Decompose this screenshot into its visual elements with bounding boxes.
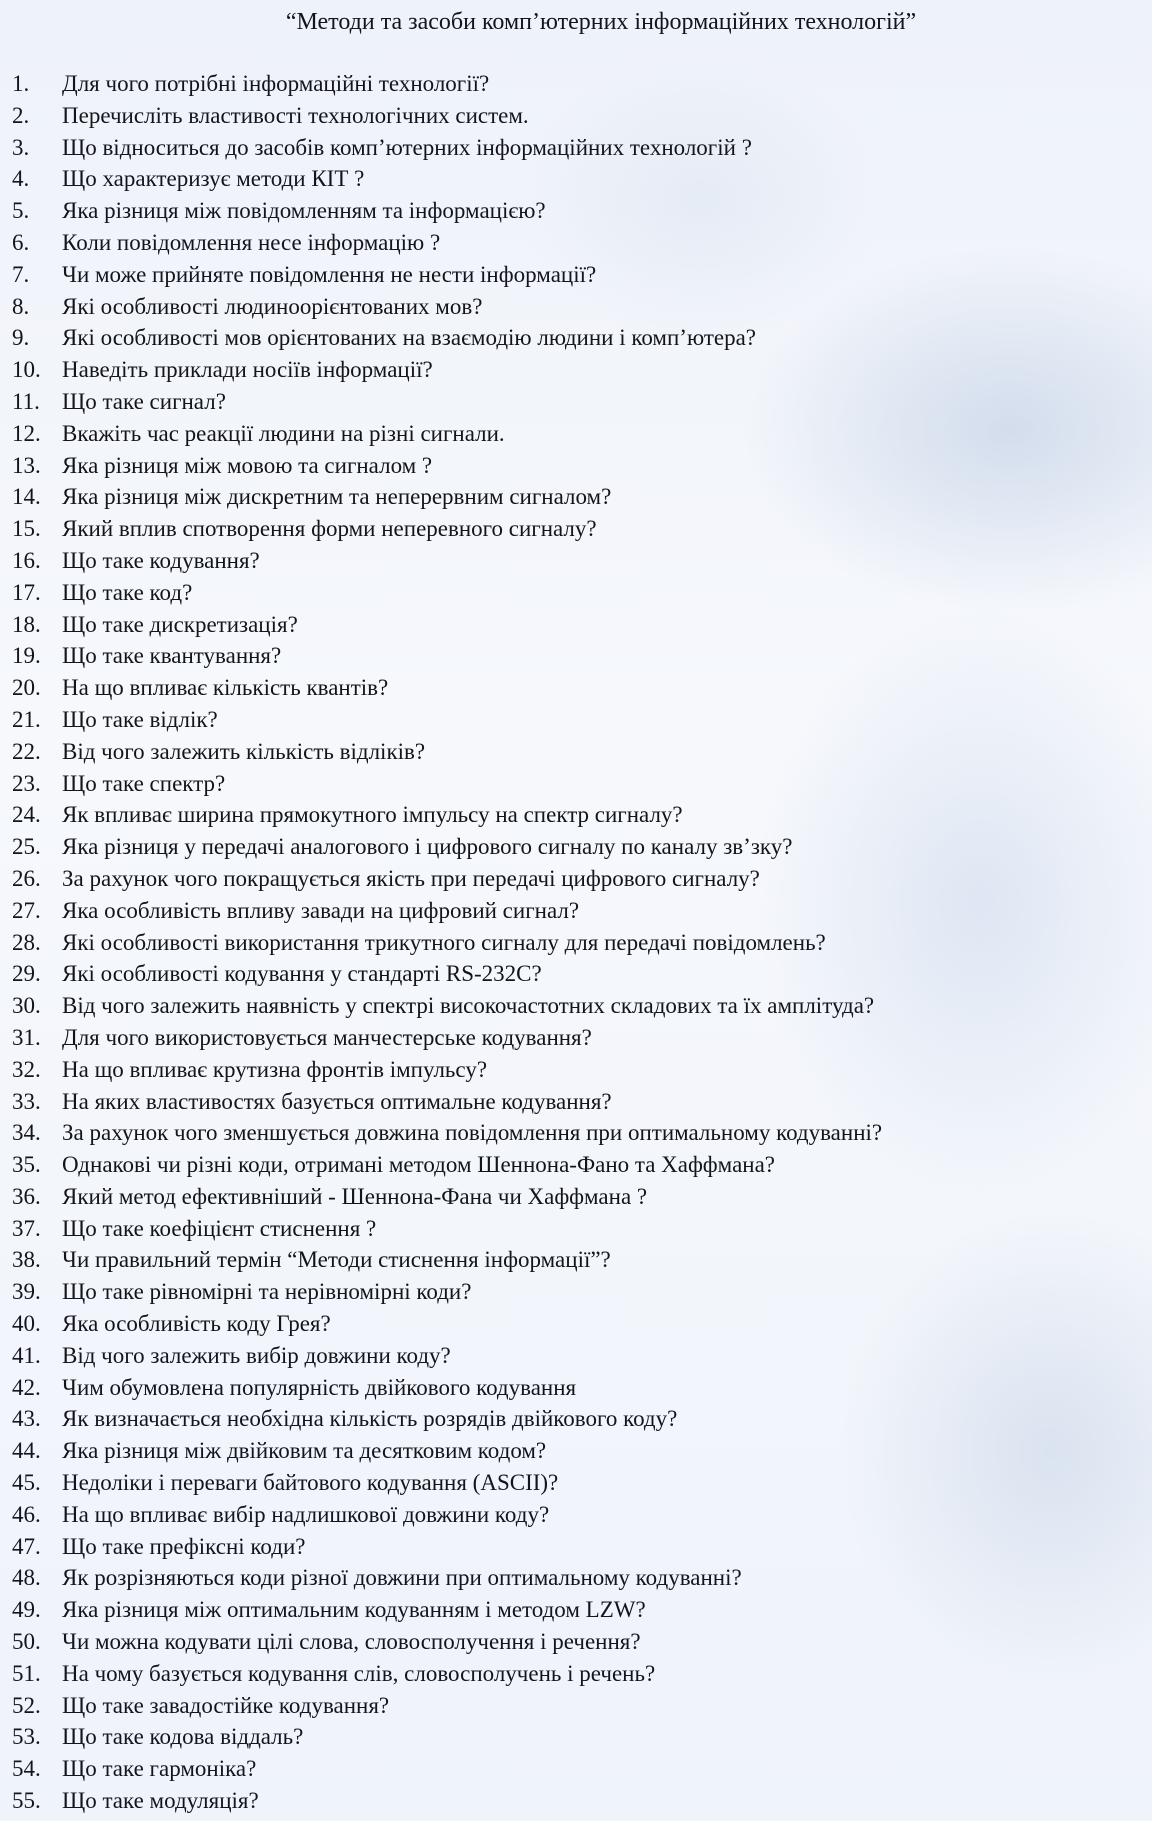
question-number: 23. <box>12 770 41 796</box>
question-text: Що таке сигнал? <box>62 388 226 414</box>
question-text: Що таке префіксні коди? <box>62 1533 306 1559</box>
question-item <box>12 1149 882 1181</box>
question-number: 30. <box>12 993 41 1019</box>
question-item <box>12 1562 882 1594</box>
question-text: Що таке кодова віддаль? <box>62 1724 304 1750</box>
question-text: Чи може прийняте повідомлення не нести інформації? <box>62 261 597 287</box>
question-item <box>12 704 882 736</box>
question-number: 35. <box>12 1152 41 1178</box>
question-item <box>12 1308 882 1340</box>
question-number: 19. <box>12 643 41 669</box>
question-text: Що таке кодування? <box>62 547 260 573</box>
question-number: 13. <box>12 452 41 478</box>
question-number: 37. <box>12 1215 41 1241</box>
question-number: 32. <box>12 1056 41 1082</box>
question-item <box>12 1499 882 1531</box>
question-text: Як розрізняються коди різної довжини при оптимальному кодуванні? <box>62 1565 742 1591</box>
question-number: 50. <box>12 1629 41 1655</box>
question-text: Що таке код? <box>62 579 193 605</box>
question-item <box>12 132 882 164</box>
question-text: Яка різниця між дискретним та неперервним сигналом? <box>62 484 612 510</box>
question-item <box>12 100 882 132</box>
question-item <box>12 1626 882 1658</box>
question-text: Для чого використовується манчестерське кодування? <box>62 1024 592 1050</box>
question-text: Які особливості використання трикутного сигналу для передачі повідомлень? <box>62 929 826 955</box>
question-item <box>12 195 882 227</box>
question-text: Від чого залежить наявність у спектрі високочастотних складових та їх амплітуда? <box>62 993 875 1019</box>
question-number: 20. <box>12 675 41 701</box>
question-text: Вкажіть час реакції людини на різні сигнали. <box>62 420 505 446</box>
question-text: Коли повідомлення несе інформацію ? <box>62 229 441 255</box>
question-item <box>12 1721 882 1753</box>
document-title: “Методи та засоби комп’ютерних інформаційних технологій” <box>285 9 917 35</box>
question-number: 6. <box>12 229 30 255</box>
question-text: Що таке завадостійке кодування? <box>62 1692 390 1718</box>
question-number: 1. <box>12 71 30 96</box>
question-number: 2. <box>12 102 30 128</box>
question-item <box>12 1276 882 1308</box>
question-number: 12. <box>12 420 41 446</box>
question-item <box>12 481 882 513</box>
question-number: 47. <box>12 1533 41 1559</box>
question-number: 11. <box>12 388 40 414</box>
question-text: Які особливості людиноорієнтованих мов? <box>62 293 483 319</box>
question-item <box>12 1372 882 1404</box>
question-item <box>12 640 882 672</box>
question-item <box>12 1435 882 1467</box>
question-item <box>12 1340 882 1372</box>
question-number: 38. <box>12 1247 41 1273</box>
question-number: 51. <box>12 1660 41 1686</box>
question-text: Який вплив спотворення форми неперевного сигналу? <box>62 516 597 542</box>
question-number: 49. <box>12 1597 41 1623</box>
question-number: 18. <box>12 611 41 637</box>
question-item <box>12 1467 882 1499</box>
question-text: Яка особливість коду Грея? <box>62 1311 331 1337</box>
question-text: На що впливає вибір надлишкової довжини коду? <box>62 1501 550 1527</box>
question-text: Які особливості кодування у стандарті RS-232C? <box>62 961 542 987</box>
question-number: 34. <box>12 1120 41 1146</box>
question-text: Що таке спектр? <box>62 770 226 796</box>
question-item <box>12 291 882 323</box>
question-text: Що таке квантування? <box>62 643 282 669</box>
question-text: Перечисліть властивості технологічних систем. <box>62 102 529 128</box>
question-number: 3. <box>12 134 30 160</box>
question-text: Від чого залежить кількість відліків? <box>62 738 426 764</box>
question-number: 4. <box>12 166 30 192</box>
question-number: 26. <box>12 865 41 891</box>
question-text: За рахунок чого зменшується довжина повідомлення при оптимальному кодуванні? <box>62 1120 883 1146</box>
question-item <box>12 450 882 482</box>
question-text: Чим обумовлена популярність двійкового кодування <box>62 1374 577 1400</box>
question-number: 17. <box>12 579 41 605</box>
question-item <box>12 259 882 291</box>
question-number: 22. <box>12 738 41 764</box>
question-item <box>12 386 882 418</box>
question-item <box>12 545 882 577</box>
question-number: 8. <box>12 293 30 319</box>
question-text: Недоліки і переваги байтового кодування (ASCII)? <box>62 1470 559 1496</box>
question-number: 25. <box>12 834 41 860</box>
question-item <box>12 322 882 354</box>
question-item <box>12 927 882 959</box>
question-item <box>12 68 882 100</box>
question-item <box>12 1244 882 1276</box>
question-text: За рахунок чого покращується якість при передачі цифрового сигналу? <box>62 865 760 891</box>
question-number: 42. <box>12 1374 41 1400</box>
question-item <box>12 1658 882 1690</box>
question-text: Яка особливість впливу завади на цифровий сигнал? <box>62 897 580 923</box>
question-item <box>12 227 882 259</box>
question-text: Яка різниця між оптимальним кодуванням і методом LZW? <box>62 1597 646 1623</box>
question-item <box>12 672 882 704</box>
question-number: 5. <box>12 198 30 224</box>
question-text: Як впливає ширина прямокутного імпульсу на спектр сигналу? <box>62 802 683 828</box>
question-item <box>12 163 882 195</box>
question-text: Які особливості мов орієнтованих на взаємодію людини і комп’ютера? <box>62 325 757 351</box>
question-item <box>12 1690 882 1722</box>
question-number: 27. <box>12 897 41 923</box>
question-number: 55. <box>12 1788 41 1814</box>
question-text: Яка різниця між двійковим та десятковим кодом? <box>62 1438 547 1464</box>
question-number: 36. <box>12 1183 41 1209</box>
question-list <box>12 68 882 1817</box>
question-item <box>12 1785 882 1817</box>
question-text: Яка різниця у передачі аналогового і цифрового сигналу по каналу зв’зку? <box>62 834 793 860</box>
question-text: Чи правильний термін “Методи стиснення інформації”? <box>62 1247 611 1273</box>
question-text: Однакові чи різні коди, отримані методом Шеннона-Фано та Хаффмана? <box>62 1152 775 1178</box>
question-text: Що таке рівномірні та нерівномірні коди? <box>62 1279 472 1305</box>
question-text: На чому базується кодування слів, словосполучень і речень? <box>62 1660 656 1686</box>
question-text: Що таке гармоніка? <box>62 1756 257 1782</box>
question-number: 7. <box>12 261 30 287</box>
question-item <box>12 1403 882 1435</box>
question-number: 46. <box>12 1501 41 1527</box>
question-item <box>12 354 882 386</box>
question-number: 43. <box>12 1406 41 1432</box>
question-item <box>12 1753 882 1785</box>
question-number: 16. <box>12 547 41 573</box>
question-number: 45. <box>12 1470 41 1496</box>
question-item <box>12 768 882 800</box>
question-text: На що впливає кількість квантів? <box>62 675 389 701</box>
question-item <box>12 958 882 990</box>
question-item <box>12 895 882 927</box>
question-item <box>12 1022 882 1054</box>
question-item <box>12 990 882 1022</box>
question-item <box>12 831 882 863</box>
question-number: 21. <box>12 706 41 732</box>
question-text: Чи можна кодувати цілі слова, словосполучення і речення? <box>62 1629 641 1655</box>
question-text: Що відноситься до засобів комп’ютерних інформаційних технологій ? <box>62 134 752 160</box>
question-item <box>12 1594 882 1626</box>
question-text: Що таке відлік? <box>62 706 218 732</box>
question-number: 29. <box>12 961 41 987</box>
question-item <box>12 799 882 831</box>
question-text: Який метод ефективніший - Шеннона-Фана чи Хаффмана ? <box>62 1183 648 1209</box>
question-number: 52. <box>12 1692 41 1718</box>
question-number: 15. <box>12 516 41 542</box>
question-text: Наведіть приклади носіїв інформації? <box>62 357 433 383</box>
question-item <box>12 863 882 895</box>
question-text: Що характеризує методи КІТ ? <box>62 166 365 192</box>
question-number: 44. <box>12 1438 41 1464</box>
question-item <box>12 1117 882 1149</box>
question-text: Яка різниця між повідомленням та інформацією? <box>62 198 546 224</box>
question-number: 53. <box>12 1724 41 1750</box>
question-text: На що впливає крутизна фронтів імпульсу? <box>62 1056 488 1082</box>
question-number: 28. <box>12 929 41 955</box>
question-text: На яких властивостях базується оптимальне кодування? <box>62 1088 612 1114</box>
question-number: 33. <box>12 1088 41 1114</box>
question-text: Що таке модуляція? <box>62 1788 259 1814</box>
question-item <box>12 577 882 609</box>
question-item <box>12 736 882 768</box>
question-number: 10. <box>12 357 41 383</box>
question-number: 48. <box>12 1565 41 1591</box>
question-item <box>12 609 882 641</box>
question-number: 9. <box>12 325 30 351</box>
question-text: Від чого залежить вибір довжини коду? <box>62 1342 451 1368</box>
question-text: Для чого потрібні інформаційні технології? <box>62 71 490 96</box>
question-item <box>12 1531 882 1563</box>
question-number: 39. <box>12 1279 41 1305</box>
question-number: 24. <box>12 802 41 828</box>
question-number: 41. <box>12 1342 41 1368</box>
question-number: 40. <box>12 1311 41 1337</box>
question-text: Що таке дискретизація? <box>62 611 298 637</box>
question-text: Як визначається необхідна кількість розрядів двійкового коду? <box>62 1406 678 1432</box>
question-item <box>12 1054 882 1086</box>
question-number: 14. <box>12 484 41 510</box>
question-item <box>12 513 882 545</box>
question-item <box>12 1181 882 1213</box>
question-number: 54. <box>12 1756 41 1782</box>
question-item <box>12 418 882 450</box>
question-item <box>12 1086 882 1118</box>
question-item <box>12 1213 882 1245</box>
question-text: Яка різниця між мовою та сигналом ? <box>62 452 433 478</box>
question-text: Що таке коефіцієнт стиснення ? <box>62 1215 377 1241</box>
question-number: 31. <box>12 1024 41 1050</box>
